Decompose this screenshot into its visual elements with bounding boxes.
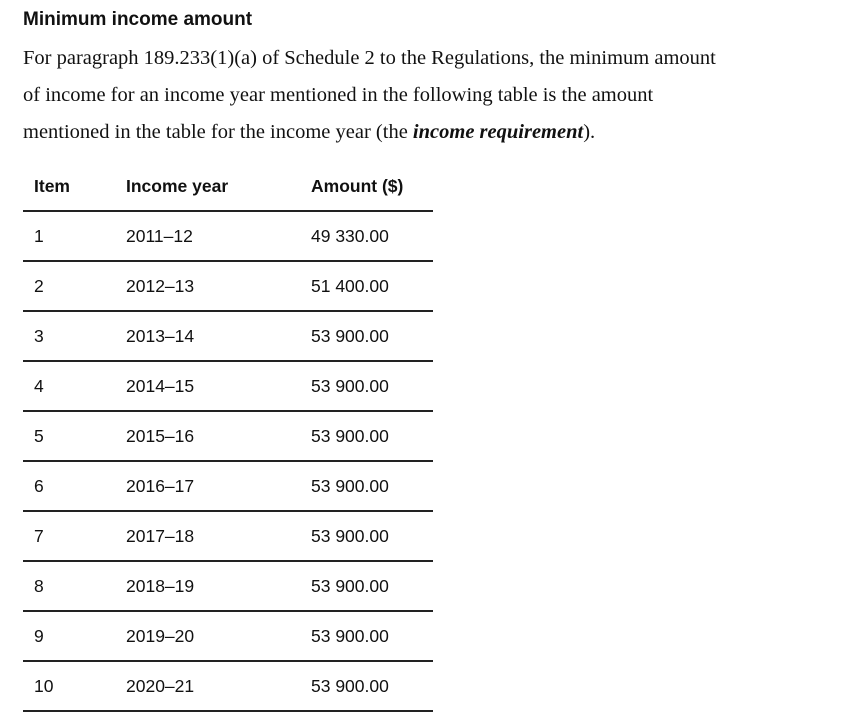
- cell-item: 2: [23, 261, 126, 311]
- cell-income-year: 2012–13: [126, 261, 311, 311]
- table-row: [23, 411, 433, 461]
- cell-income-year: 2016–17: [126, 461, 311, 511]
- cell-item: 9: [23, 611, 126, 661]
- table-row: [23, 561, 433, 611]
- cell-item: 10: [23, 661, 126, 711]
- cell-amount: 53 900.00: [311, 661, 433, 711]
- paragraph-line-3-before: mentioned in the table for the income year (the: [23, 121, 413, 143]
- cell-item: 8: [23, 561, 126, 611]
- cell-amount: 53 900.00: [311, 411, 433, 461]
- header-amount: Amount ($): [311, 162, 433, 211]
- cell-amount: 53 900.00: [311, 611, 433, 661]
- cell-amount: 53 900.00: [311, 511, 433, 561]
- paragraph-line-3-after: ).: [583, 121, 596, 143]
- paragraph-line-2: of income for an income year mentioned in the following table is the amount: [23, 84, 654, 106]
- cell-item: 4: [23, 361, 126, 411]
- table-row: [23, 311, 433, 361]
- cell-item: 6: [23, 461, 126, 511]
- defined-term: income requirement: [412, 121, 584, 143]
- table-header-row: [23, 162, 433, 211]
- cell-income-year: 2013–14: [126, 311, 311, 361]
- body-paragraph: [23, 40, 848, 151]
- cell-item: 1: [23, 211, 126, 261]
- cell-income-year: 2020–21: [126, 661, 311, 711]
- header-item: Item: [23, 162, 126, 211]
- paragraph-line-1: For paragraph 189.233(1)(a) of Schedule 2 to the Regulations, the minimum amount: [23, 47, 716, 69]
- cell-amount: 53 900.00: [311, 361, 433, 411]
- header-income-year: Income year: [126, 162, 311, 211]
- cell-amount: 53 900.00: [311, 311, 433, 361]
- cell-income-year: 2018–19: [126, 561, 311, 611]
- cell-amount: 49 330.00: [311, 211, 433, 261]
- cell-income-year: 2019–20: [126, 611, 311, 661]
- cell-income-year: 2011–12: [126, 211, 311, 261]
- paragraph-line-3: [23, 114, 848, 151]
- cell-item: 5: [23, 411, 126, 461]
- cell-income-year: 2015–16: [126, 411, 311, 461]
- cell-item: 7: [23, 511, 126, 561]
- table-row: [23, 361, 433, 411]
- section-heading: Minimum income amount: [23, 9, 253, 30]
- table-row: [23, 511, 433, 561]
- table-row: [23, 211, 433, 261]
- cell-amount: 53 900.00: [311, 561, 433, 611]
- cell-amount: 53 900.00: [311, 461, 433, 511]
- cell-income-year: 2017–18: [126, 511, 311, 561]
- table-row: [23, 461, 433, 511]
- income-requirement-table: [23, 162, 433, 712]
- table-row: [23, 261, 433, 311]
- table-row: [23, 611, 433, 661]
- cell-item: 3: [23, 311, 126, 361]
- cell-amount: 51 400.00: [311, 261, 433, 311]
- table-row: [23, 661, 433, 711]
- cell-income-year: 2014–15: [126, 361, 311, 411]
